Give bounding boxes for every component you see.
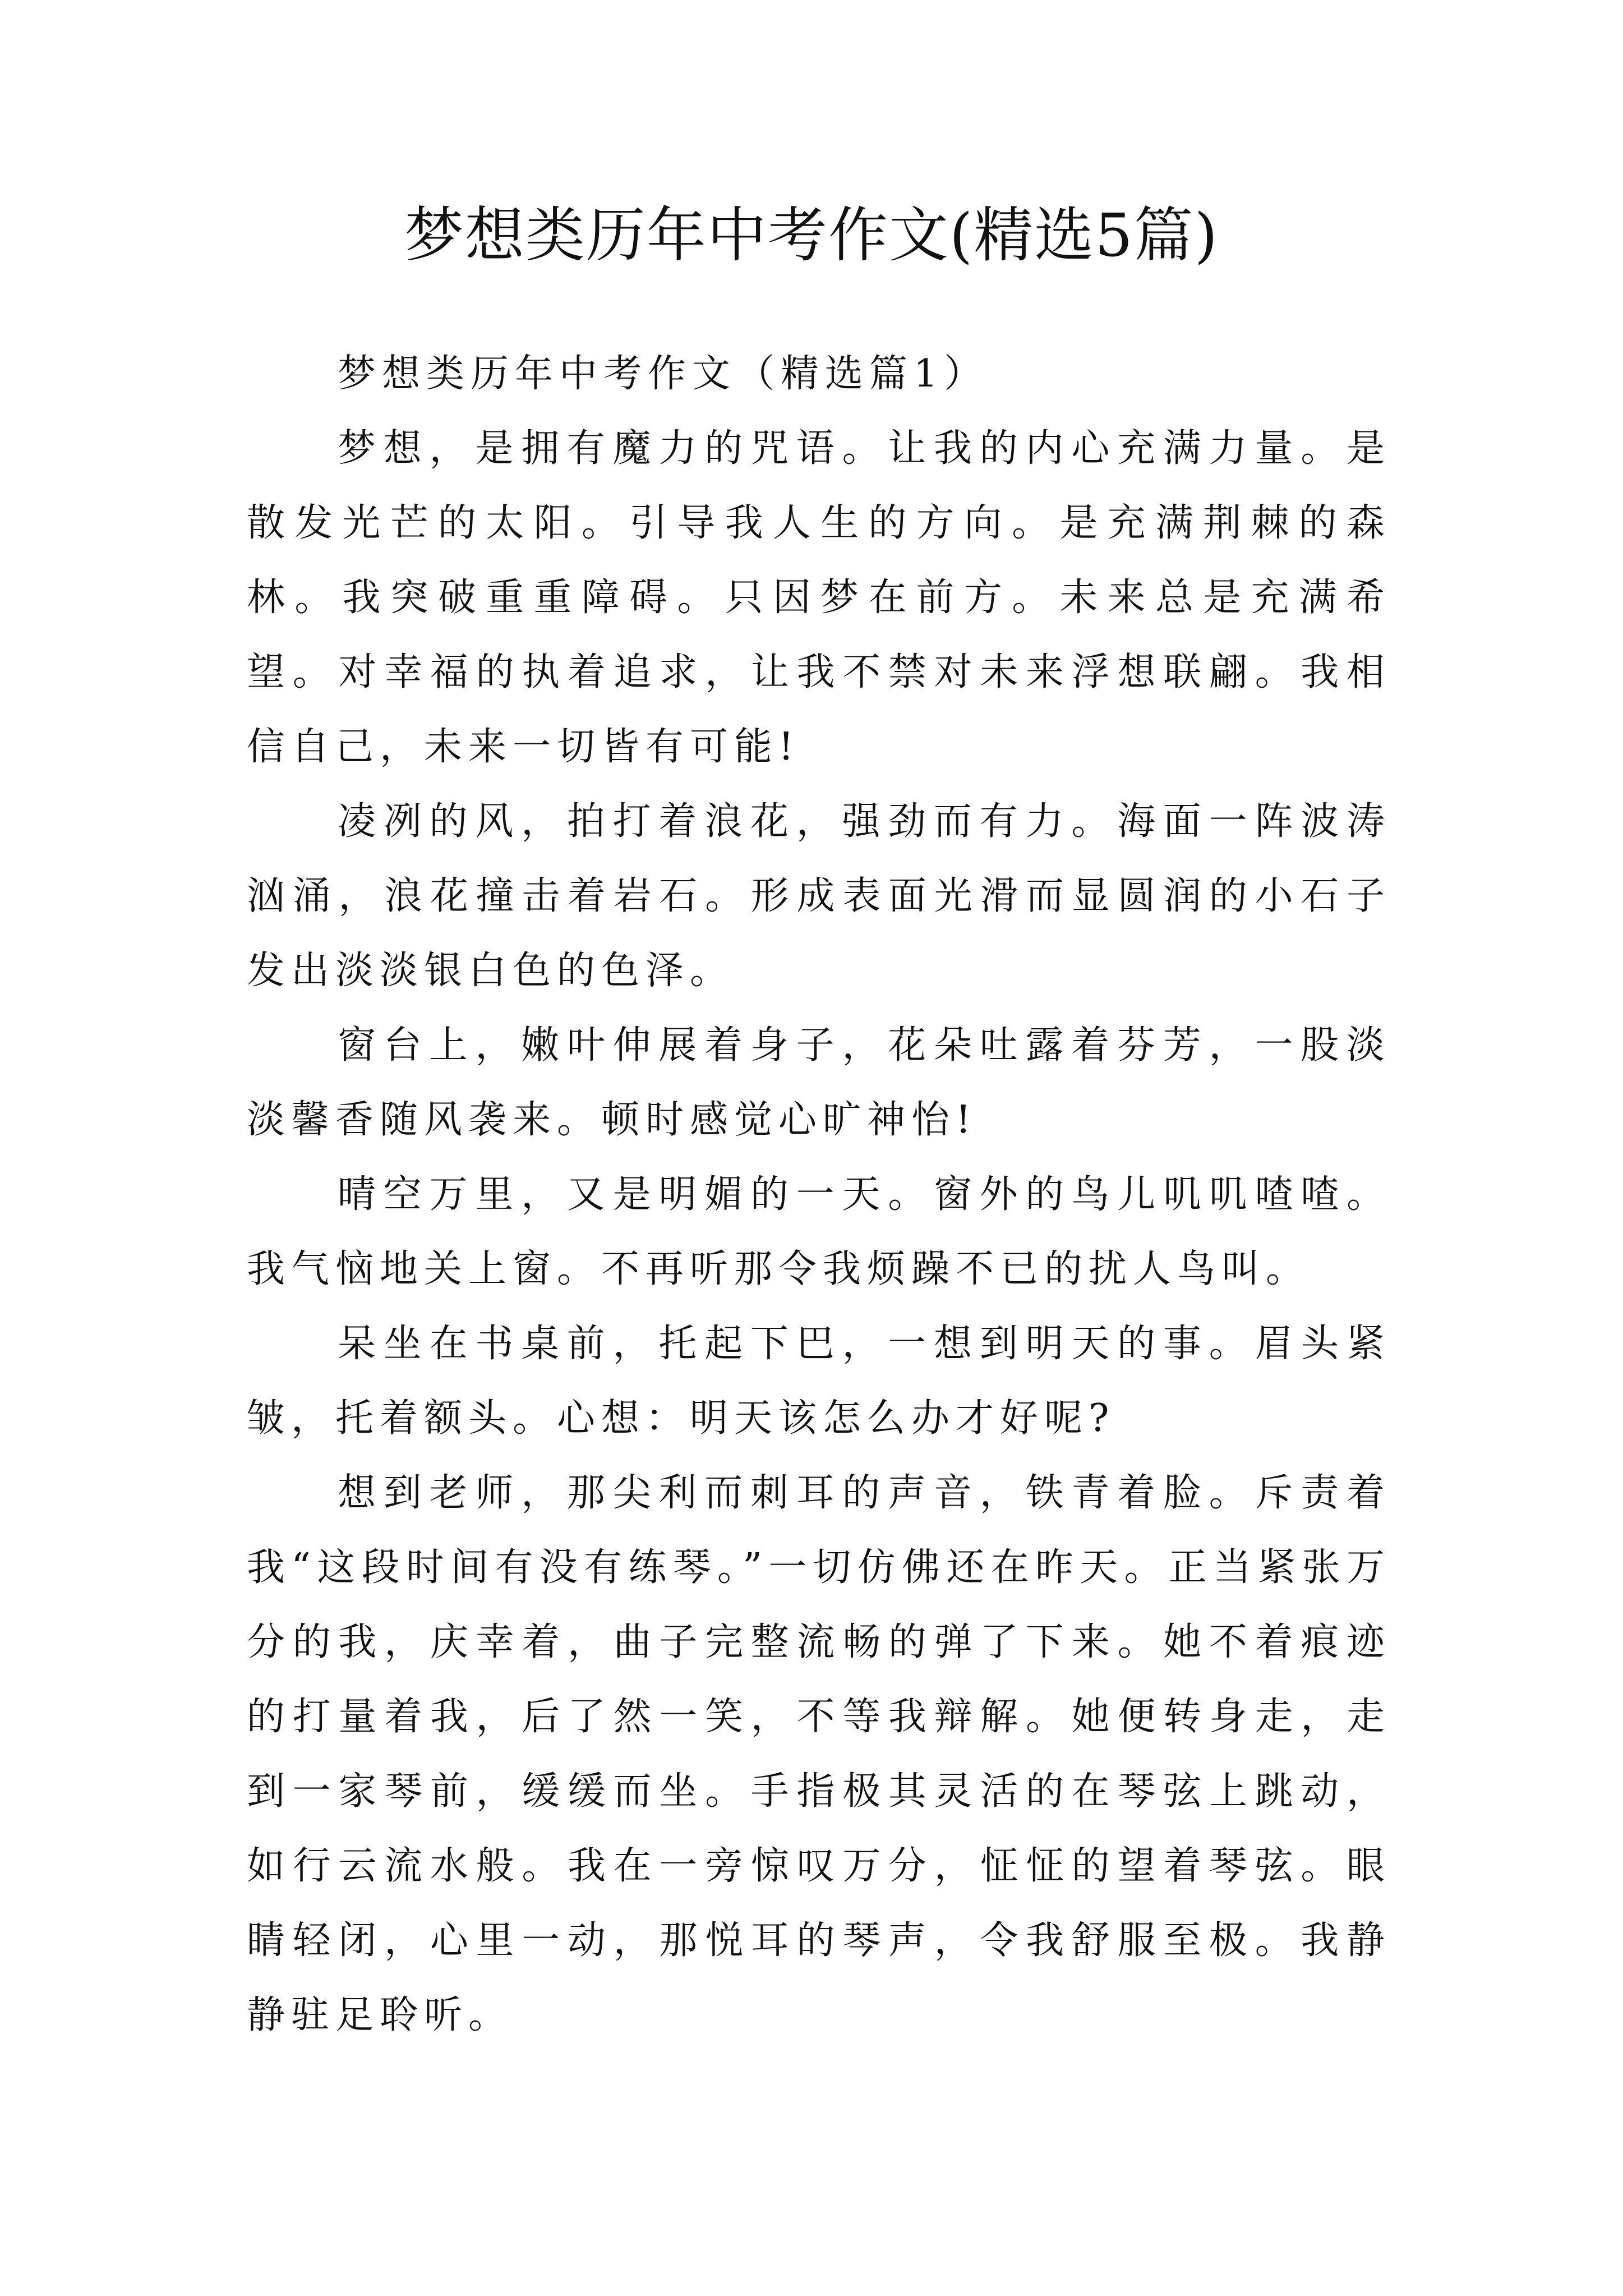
paragraph: 凌冽的风，拍打着浪花，强劲而有力。海面一阵波涛汹涌，浪花撞击着岩石。形成表面光滑而显圆润的小石子发出淡淡银白色的色泽。 <box>247 799 1391 993</box>
paragraph: 窗台上，嫩叶伸展着身子，花朵吐露着芬芳，一股淡淡馨香随风袭来。顿时感觉心旷神怡! <box>247 1023 1391 1142</box>
paragraph: 梦想，是拥有魔力的咒语。让我的内心充满力量。是散发光芒的太阳。引导我人生的方向。是充满荆棘的森林。我突破重重障碍。只因梦在前方。未来总是充满希望。对幸福的执着追求，让我不禁对未来浮想联翩。我相信自己，未来一切皆有可能! <box>247 426 1391 769</box>
document-body <box>247 337 1391 2053</box>
section-heading: 梦想类历年中考作文（精选篇1） <box>338 352 989 396</box>
paragraph: 晴空万里，又是明媚的一天。窗外的鸟儿叽叽喳喳。我气恼地关上窗。不再听那令我烦躁不已的扰人鸟叫。 <box>247 1172 1391 1291</box>
paragraph: 想到老师，那尖利而刺耳的声音，铁青着脸。斥责着我“这段时间有没有练琴。”一切仿佛还在昨天。正当紧张万分的我，庆幸着，曲子完整流畅的弹了下来。她不着痕迹的打量着我，后了然一笑，不等我辩解。她便转身走，走到一家琴前，缓缓而坐。手指极其灵活的在琴弦上跳动，如行云流水般。我在一旁惊叹万分，怔怔的望着琴弦。眼睛轻闭，心里一动，那悦耳的琴声，令我舒服至极。我静静驻足聆听。 <box>247 1471 1391 2037</box>
document-title: 梦想类历年中考作文(精选5篇) <box>404 201 1219 270</box>
paragraph: 呆坐在书桌前，托起下巴，一想到明天的事。眉头紧皱，托着额头。心想：明天该怎么办才好呢? <box>247 1322 1391 1441</box>
